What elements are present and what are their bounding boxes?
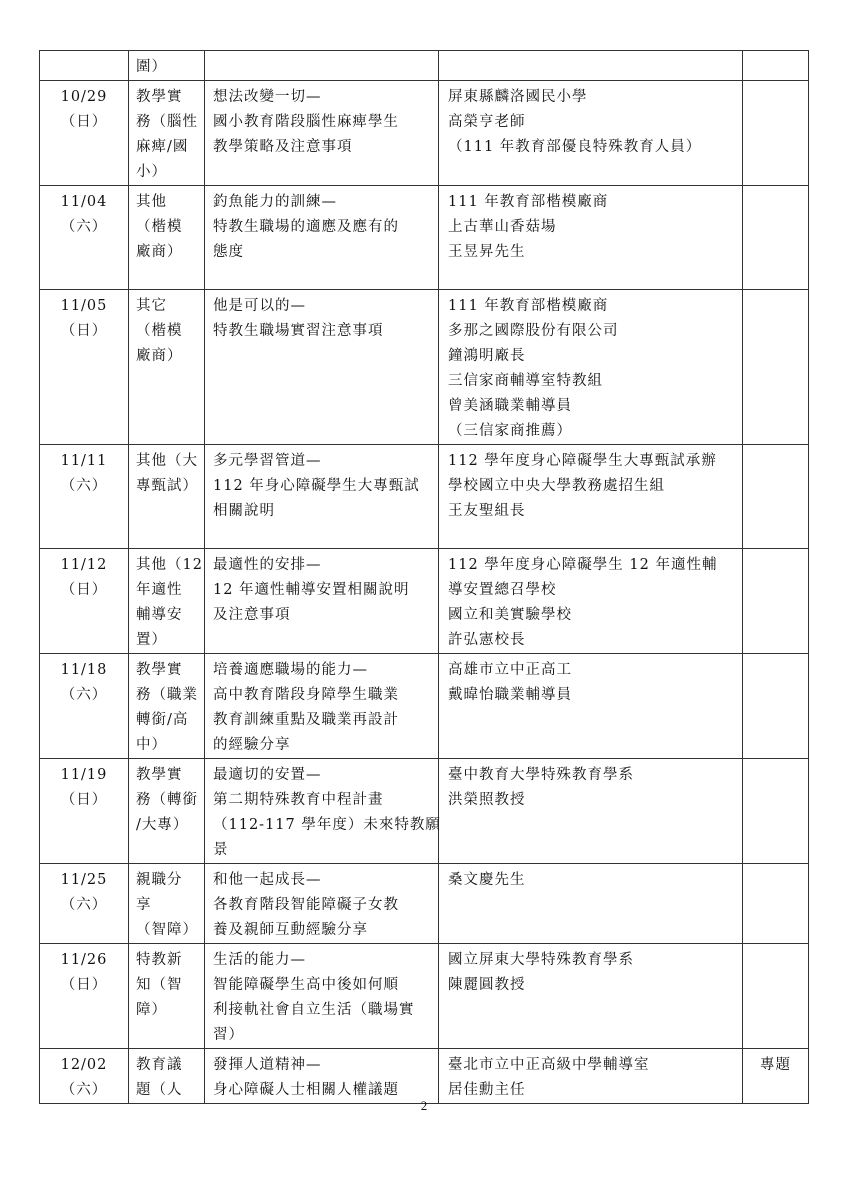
topic-cell <box>205 81 439 186</box>
speaker-cell <box>439 1049 743 1104</box>
page-number: 2 <box>420 1098 428 1113</box>
topic-line: 各教育階段智能障礙子女教 <box>213 897 399 913</box>
category-line: 圍） <box>136 59 167 75</box>
category-cell <box>129 186 205 290</box>
topic-cell <box>205 1049 439 1104</box>
topic-line: 利接軌社會自立生活（職場實 <box>213 1002 415 1018</box>
category-line: 其它 <box>136 298 167 314</box>
speaker-cell <box>439 864 743 944</box>
topic-line: 多元學習管道— <box>213 453 322 469</box>
schedule-body <box>40 51 809 1104</box>
category-line: 年適性 <box>136 582 183 598</box>
schedule-row <box>40 654 809 759</box>
date-line: 11/26 <box>60 952 108 968</box>
speaker-cell <box>439 445 743 549</box>
speaker-line: 鐘鴻明廠長 <box>448 348 526 364</box>
date-cell <box>40 290 129 445</box>
date-cell <box>40 186 129 290</box>
schedule-row <box>40 81 809 186</box>
category-line: 中） <box>136 737 167 753</box>
speaker-line: 高雄市立中正高工 <box>448 662 572 678</box>
topic-cell <box>205 864 439 944</box>
topic-cell <box>205 186 439 290</box>
speaker-line: 112 學年度身心障礙學生 12 年適性輔 <box>448 557 718 573</box>
date-cell <box>40 51 129 81</box>
date-line: 11/11 <box>60 453 108 469</box>
note-cell <box>743 290 809 445</box>
speaker-line: 三信家商輔導室特教組 <box>448 373 603 389</box>
topic-line: 景 <box>213 842 229 858</box>
speaker-line: 桑文慶先生 <box>448 872 526 888</box>
category-cell <box>129 445 205 549</box>
topic-line: 智能障礙學生高中後如何順 <box>213 977 399 993</box>
note-cell <box>743 445 809 549</box>
speaker-cell <box>439 186 743 290</box>
topic-line: 教學策略及注意事項 <box>213 139 353 155</box>
speaker-line: 國立屏東大學特殊教育學系 <box>448 952 634 968</box>
category-cell <box>129 81 205 186</box>
date-line: （六） <box>60 897 108 913</box>
category-line: 廠商） <box>136 348 183 364</box>
speaker-cell <box>439 51 743 81</box>
schedule-row <box>40 549 809 654</box>
speaker-line: 導安置總召學校 <box>448 582 557 598</box>
date-line: （日） <box>60 582 108 598</box>
date-line: 11/12 <box>60 557 108 573</box>
date-cell <box>40 81 129 186</box>
schedule-table <box>39 50 809 1104</box>
date-line: 11/25 <box>60 872 108 888</box>
category-line: （楷模 <box>136 323 183 339</box>
date-cell <box>40 654 129 759</box>
category-line: 其他 <box>136 194 167 210</box>
topic-line: 身心障礙人士相關人權議題 <box>213 1082 399 1098</box>
date-line: 12/02 <box>60 1057 108 1073</box>
date-cell <box>40 1049 129 1104</box>
category-line: 知（智 <box>136 977 183 993</box>
category-line: 務（腦性 <box>136 114 198 130</box>
speaker-line: 111 年教育部楷模廠商 <box>448 194 609 210</box>
speaker-line: （111 年教育部優良特殊教育人員） <box>448 139 702 155</box>
topic-line: 高中教育階段身障學生職業 <box>213 687 399 703</box>
date-line: （日） <box>60 114 108 130</box>
date-line: （六） <box>60 687 108 703</box>
category-line: （楷模 <box>136 219 183 235</box>
topic-cell <box>205 51 439 81</box>
topic-cell <box>205 445 439 549</box>
category-line: 小） <box>136 164 167 180</box>
topic-line: 生活的能力— <box>213 952 306 968</box>
speaker-line: 學校國立中央大學教務處招生組 <box>448 478 665 494</box>
date-cell <box>40 445 129 549</box>
category-line: 題（人 <box>136 1082 183 1098</box>
date-line: （日） <box>60 977 108 993</box>
speaker-line: （三信家商推薦） <box>448 423 572 439</box>
speaker-line: 陳麗圓教授 <box>448 977 526 993</box>
topic-cell <box>205 654 439 759</box>
topic-line: 養及親師互動經驗分享 <box>213 922 368 938</box>
speaker-line: 國立和美實驗學校 <box>448 607 572 623</box>
speaker-line: 居佳勳主任 <box>448 1082 526 1098</box>
speaker-line: 上古華山香菇場 <box>448 219 557 235</box>
speaker-line: 戴暐怡職業輔導員 <box>448 687 572 703</box>
category-line: 務（職業 <box>136 687 198 703</box>
schedule-row <box>40 445 809 549</box>
topic-line: 教育訓練重點及職業再設計 <box>213 712 399 728</box>
note-cell <box>743 81 809 186</box>
speaker-line: 王昱昇先生 <box>448 244 526 260</box>
category-line: 其他（大 <box>136 453 198 469</box>
speaker-cell <box>439 654 743 759</box>
note-text: 專題 <box>760 1057 791 1073</box>
topic-line: 和他一起成長— <box>213 872 322 888</box>
note-cell <box>743 654 809 759</box>
category-line: 輔導安 <box>136 607 183 623</box>
category-cell <box>129 654 205 759</box>
schedule-row <box>40 1049 809 1104</box>
speaker-line: 臺中教育大學特殊教育學系 <box>448 767 634 783</box>
topic-line: 12 年適性輔導安置相關說明 <box>213 582 410 598</box>
date-line: 11/18 <box>60 662 108 678</box>
category-line: 專甄試） <box>136 478 198 494</box>
topic-cell <box>205 759 439 864</box>
topic-line: 的經驗分享 <box>213 737 291 753</box>
category-line: 教學實 <box>136 767 183 783</box>
category-line: 教育議 <box>136 1057 183 1073</box>
topic-line: （112-117 學年度）未來特教願 <box>213 817 441 833</box>
speaker-line: 112 學年度身心障礙學生大專甄試承辦 <box>448 453 717 469</box>
topic-line: 釣魚能力的訓練— <box>213 194 337 210</box>
category-line: 特教新 <box>136 952 183 968</box>
category-line: 轉銜/高 <box>136 712 189 728</box>
category-line: 其他（12 <box>136 557 203 573</box>
topic-cell <box>205 549 439 654</box>
note-cell <box>743 186 809 290</box>
category-line: 教學實 <box>136 662 183 678</box>
speaker-cell <box>439 944 743 1049</box>
date-line: 11/19 <box>60 767 108 783</box>
topic-line: 他是可以的— <box>213 298 306 314</box>
date-cell <box>40 549 129 654</box>
speaker-line: 洪榮照教授 <box>448 792 526 808</box>
speaker-cell <box>439 759 743 864</box>
category-cell <box>129 944 205 1049</box>
note-cell <box>743 944 809 1049</box>
topic-cell <box>205 944 439 1049</box>
schedule-row <box>40 944 809 1049</box>
category-cell <box>129 290 205 445</box>
topic-line: 特教生職場實習注意事項 <box>213 323 384 339</box>
topic-line: 特教生職場的適應及應有的 <box>213 219 399 235</box>
topic-line: 發揮人道精神— <box>213 1057 322 1073</box>
date-line: （六） <box>60 1082 108 1098</box>
schedule-row <box>40 51 809 81</box>
date-cell <box>40 759 129 864</box>
date-cell <box>40 944 129 1049</box>
speaker-line: 111 年教育部楷模廠商 <box>448 298 609 314</box>
note-cell <box>743 759 809 864</box>
category-line: 障） <box>136 1002 167 1018</box>
topic-line: 培養適應職場的能力— <box>213 662 368 678</box>
date-line: （六） <box>60 219 108 235</box>
speaker-cell <box>439 549 743 654</box>
topic-line: 最適性的安排— <box>213 557 322 573</box>
date-line: （六） <box>60 478 108 494</box>
category-cell <box>129 51 205 81</box>
note-cell <box>743 549 809 654</box>
category-cell <box>129 759 205 864</box>
topic-line: 及注意事項 <box>213 607 291 623</box>
category-line: /大專） <box>136 817 189 833</box>
speaker-line: 多那之國際股份有限公司 <box>448 323 619 339</box>
topic-line: 112 年身心障礙學生大專甄試 <box>213 478 420 494</box>
category-cell <box>129 1049 205 1104</box>
schedule-row <box>40 186 809 290</box>
topic-line: 想法改變一切— <box>213 89 322 105</box>
category-line: 親職分 <box>136 872 183 888</box>
speaker-line: 王友聖組長 <box>448 503 526 519</box>
category-line: 務（轉銜 <box>136 792 198 808</box>
category-cell <box>129 549 205 654</box>
date-line: （日） <box>60 323 108 339</box>
category-line: 教學實 <box>136 89 183 105</box>
date-line: （日） <box>60 792 108 808</box>
schedule-row <box>40 759 809 864</box>
speaker-line: 屏東縣麟洛國民小學 <box>448 89 588 105</box>
topic-line: 第二期特殊教育中程計畫 <box>213 792 384 808</box>
category-line: （智障） <box>136 922 198 938</box>
category-line: 廠商） <box>136 244 183 260</box>
speaker-line: 臺北市立中正高級中學輔導室 <box>448 1057 650 1073</box>
topic-line: 態度 <box>213 244 244 260</box>
date-line: 11/04 <box>60 194 108 210</box>
topic-line: 最適切的安置— <box>213 767 322 783</box>
date-line: 11/05 <box>60 298 108 314</box>
category-cell <box>129 864 205 944</box>
schedule-row <box>40 290 809 445</box>
speaker-line: 曾美涵職業輔導員 <box>448 398 572 414</box>
date-line: 10/29 <box>60 89 108 105</box>
speaker-cell <box>439 81 743 186</box>
topic-cell <box>205 290 439 445</box>
topic-line: 習） <box>213 1027 244 1043</box>
note-cell <box>743 1049 809 1104</box>
topic-line: 相關說明 <box>213 503 275 519</box>
category-line: 享 <box>136 897 152 913</box>
speaker-line: 高榮亨老師 <box>448 114 526 130</box>
schedule-row <box>40 864 809 944</box>
date-cell <box>40 864 129 944</box>
topic-line: 國小教育階段腦性麻痺學生 <box>213 114 399 130</box>
note-cell <box>743 51 809 81</box>
speaker-line: 許弘憲校長 <box>448 632 526 648</box>
category-line: 麻痺/國 <box>136 139 189 155</box>
speaker-cell <box>439 290 743 445</box>
category-line: 置） <box>136 632 167 648</box>
note-cell <box>743 864 809 944</box>
